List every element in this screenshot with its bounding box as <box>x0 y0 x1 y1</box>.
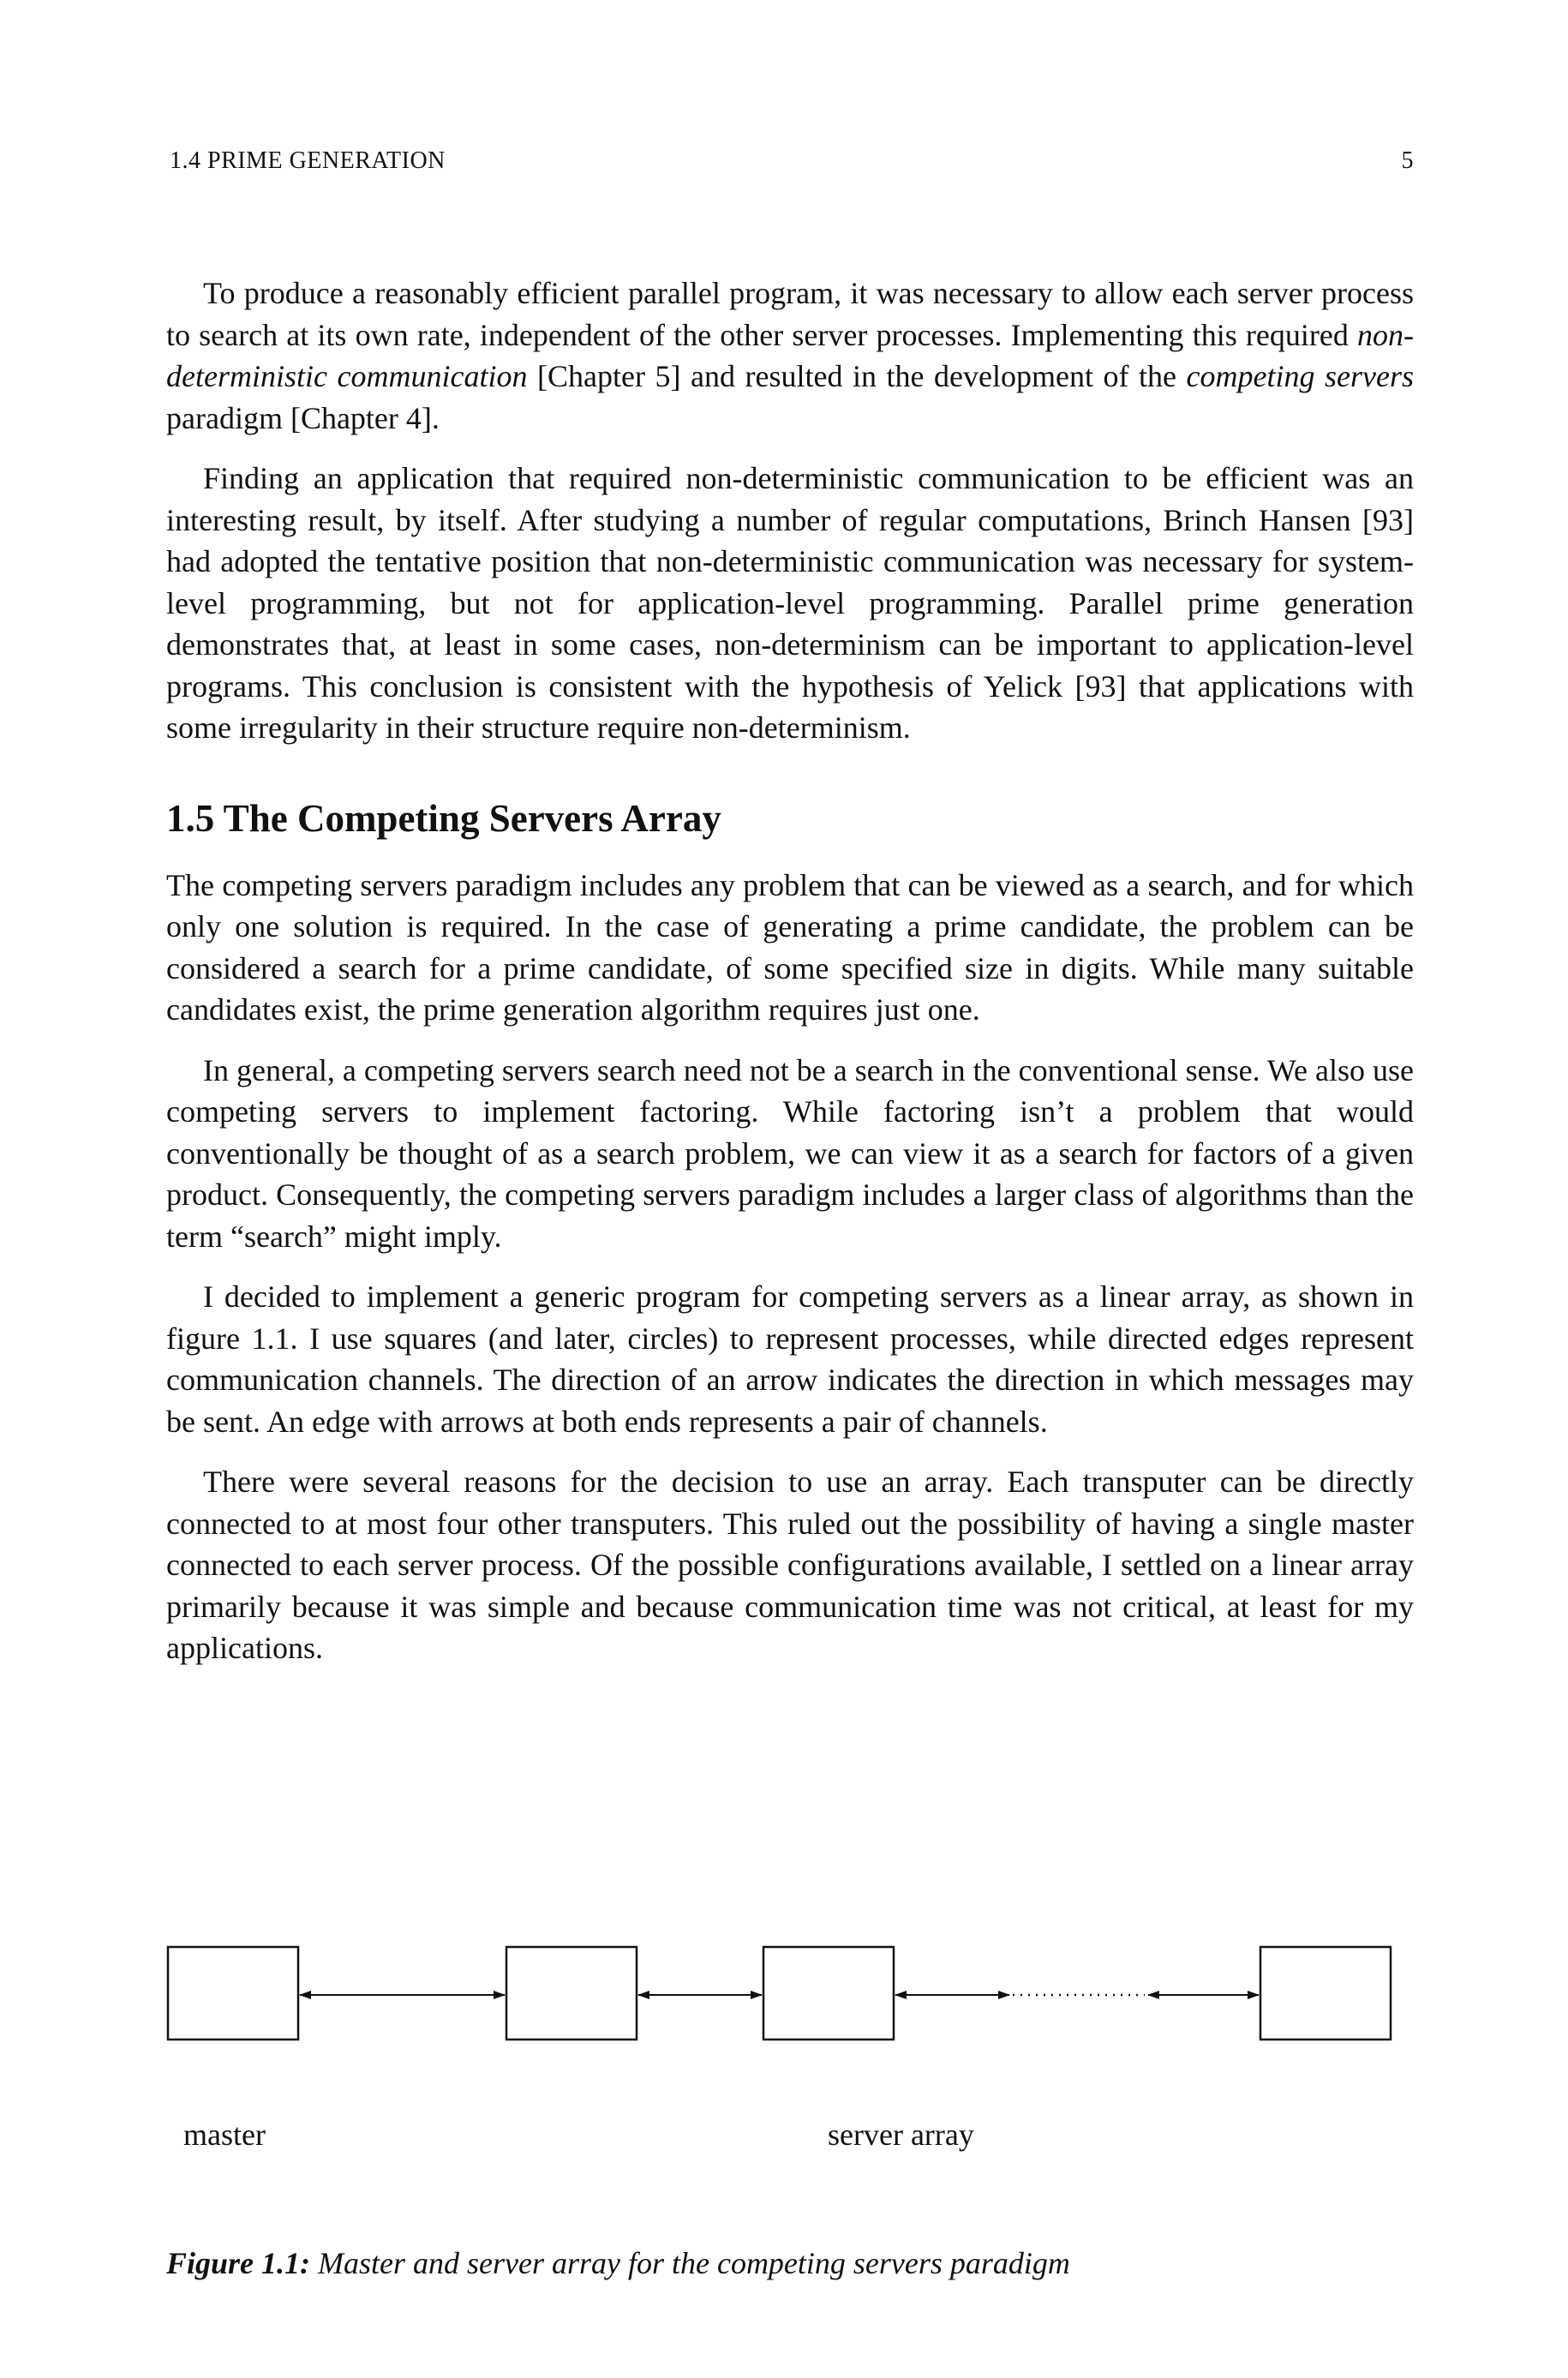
paragraph-3: The competing servers paradigm includes any problem that can be viewed as a search, and for which only one solution is required. In the case of generating a prime candidate, the problem can be considered a search for a prime candidate, of some specified size in digits. While many suitable candidates exist, the prime generation algorithm requires just one. <box>166 867 1414 1027</box>
paragraph-1 <box>166 273 1414 439</box>
paragraph-1-text-b: [Chapter 5] and resulted in the development of the <box>527 359 1187 393</box>
paragraph-2: Finding an application that required non-deterministic communication to be efficient was an interesting result, by itself. After studying a number of regular computations, Brinch Hansen [93] had adopted the tentative position that non-deterministic communication was necessary for system-level programming, but not for application-level programming. Parallel prime generation demonstrates that, at least in some cases, non-determinism can be important to application-level programs. This conclusion is consistent with the hypothesis of Yelick [93] that applications with some irregularity in their structure require non-determinism. <box>166 461 1414 745</box>
term-competing-servers: competing servers <box>1186 359 1414 393</box>
term-non-deterministic-communication: non-deterministic communication <box>166 317 1414 393</box>
paragraph-5: I decided to implement a generic program for competing servers as a linear array, as shown in figure 1.1. I use squares (and later, circles) to represent processes, while directed edges represent communication channels. The direction of an arrow indicates the direction in which messages may be sent. An edge with arrows at both ends represents a pair of channels. <box>166 1279 1414 1439</box>
label-server-array: server array <box>828 2117 974 2152</box>
server-process-box-1 <box>506 1947 637 2040</box>
paragraph-4: In general, a competing servers search need not be a search in the conventional sense. We also use competing servers to implement factoring. While factoring isn’t a problem that would conventionally be thought of as a search problem, we can view it as a search for factors of a given product. Consequently, the competing servers paradigm includes a larger class of algorithms than the term “search” might imply. <box>166 1052 1414 1254</box>
paragraph-6: There were several reasons for the decision to use an array. Each transputer can be directly connected to at most four other transputers. This ruled out the possibility of having a single master connected to each server process. Of the possible configurations available, I settled on a linear array primarily because it was simple and because communication time was not critical, at least for my applications. <box>166 1465 1414 1665</box>
paragraph-1-text-c: paradigm [Chapter 4]. <box>166 400 440 435</box>
section-heading: 1.5 The Competing Servers Array <box>166 796 721 840</box>
label-master: master <box>183 2117 266 2152</box>
body-text <box>166 273 1414 1688</box>
caption-number: Figure 1.1: <box>166 2246 311 2280</box>
figure-caption <box>166 2245 1070 2281</box>
running-head-section: 1.4 PRIME GENERATION <box>170 147 446 174</box>
page-number: 5 <box>1401 147 1414 174</box>
figure-1-1 <box>166 1928 1417 2297</box>
caption-text: Master and server array for the competing servers paradigm <box>310 2246 1070 2280</box>
master-process-box <box>168 1947 298 2040</box>
server-process-box-last <box>1260 1947 1391 2040</box>
server-array-diagram <box>166 1928 1417 2099</box>
server-process-box-2 <box>763 1947 894 2040</box>
running-head <box>170 147 1414 175</box>
paragraph-1-text-a: To produce a reasonably efficient parallel program, it was necessary to allow each server process to search at its own rate, independent of the other server processes. Implementing this required <box>166 276 1414 352</box>
